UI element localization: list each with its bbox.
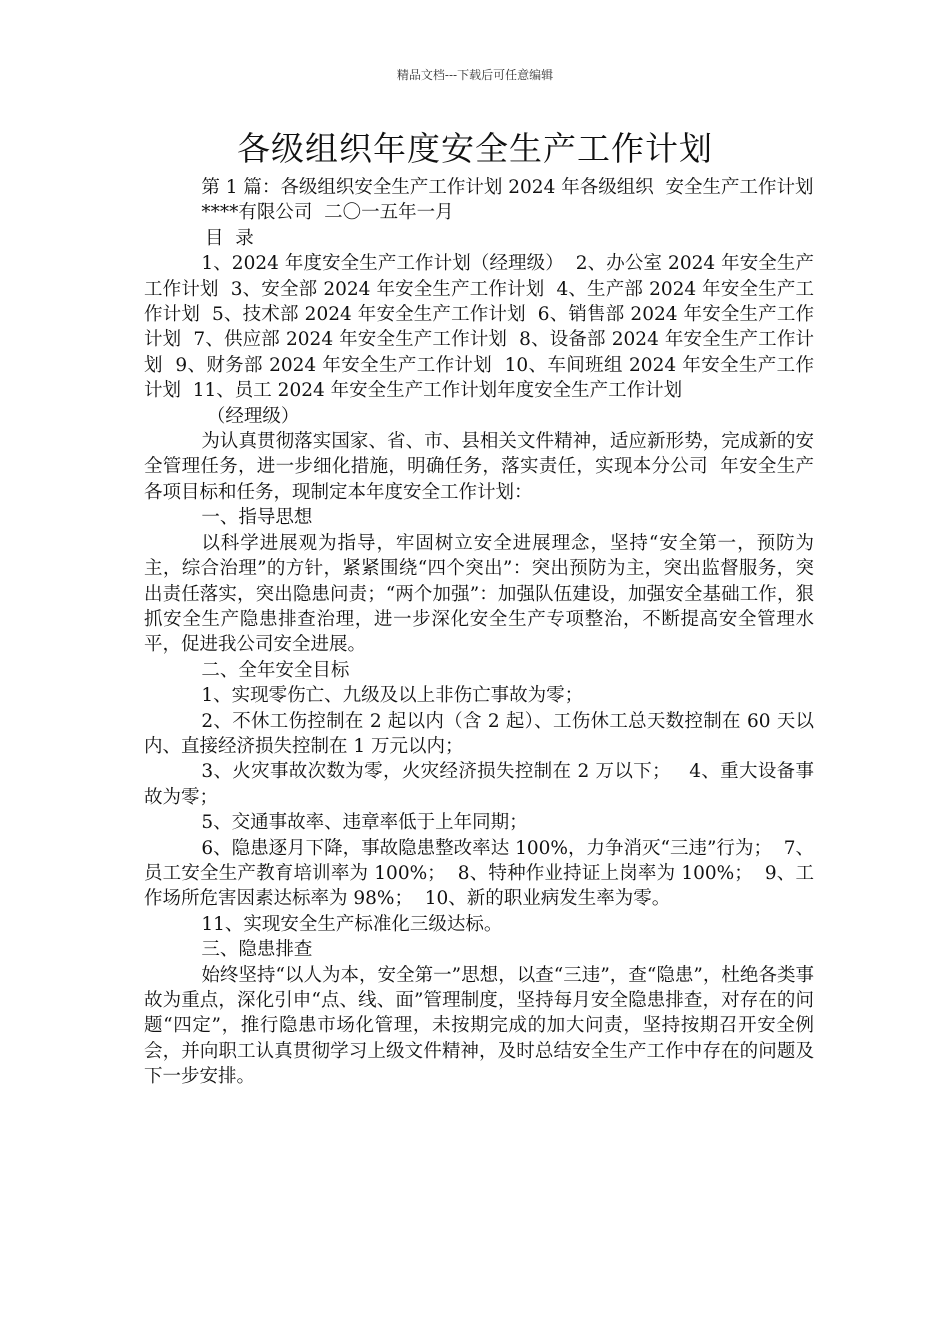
goal-item: 3、火灾事故次数为零，火灾经济损失控制在 2 万以下； 4、重大设备事故为零； [144, 761, 814, 808]
toc-paragraph: 1、2024 年度安全生产工作计划（经理级） 2、办公室 2024 年安全生产工作计划 3、安全部 2024 年安全生产工作计划 4、生产部 2024 年安全生产工作计划 5、技术部 2024 年安全生产工作计划 6、销售部 2024 年安全生产工作计划 7、供应部 2024 年安全生产工作计划 8、设备部 2024 年安全生产工作计划 9、财务部 2024 年安全生产工作计划 10、车间班组 2024 年安全生产工作计划 11、员工 2024 年安全生产工作计划年度安全生产工作计划 [144, 253, 814, 402]
body-paragraph: 以科学进展观为指导，牢固树立安全进展理念，坚持“安全第一，预防为主，综合治理”的方针，紧紧围绕“四个突出”：突出预防为主，突出监督服务，突出责任落实，突出隐患问责；“两个加强”：加强队伍建设，加强安全基础工作，狠抓安全生产隐患排查治理，进一步深化安全生产专项整治，不断提高安全管理水平，促进我公司安全进展。 [144, 532, 814, 656]
goal-item: 5、交通事故率、违章率低于上年同期； [201, 812, 528, 834]
intro-paragraph: 第 1 篇：各级组织安全生产工作计划 2024 年各级组织 安全生产工作计划 [201, 177, 814, 198]
body-paragraph: 始终坚持“以人为本，安全第一”思想，以查“三违”，查“隐患”，杜绝各类事故为重点，深化引申“点、线、面”管理制度，坚持每月安全隐患排查，对存在的问题“四定”，推行隐患市场化管理，未按期完成的加大问责，坚持按期召开安全例会，并向职工认真贯彻学习上级文件精神，及时总结安全生产工作中存在的问题及下一步安排。 [144, 964, 814, 1088]
section-heading: 三、隐患排查 [201, 939, 313, 961]
goal-item: 6、隐患逐月下降，事故隐患整改率达 100%，力争消灭“三违”行为； 7、员工安全生产教育培训率为 100%； 8、特种作业持证上岗率为 100%； 9、工作场所危害因素达标率为 98%； 10、新的职业病发生率为零。 [144, 837, 814, 910]
page-header: 精品文档---下载后可任意编辑 [396, 68, 554, 82]
preface-paragraph: 为认真贯彻落实国家、省、市、县相关文件精神，适应新形势，完成新的安全管理任务，进一步细化措施，明确任务，落实责任，实现本分公司 年安全生产各项目标和任务，现制定本年度安全工作计划： [144, 431, 814, 503]
goal-item: 1、实现零伤亡、九级及以上非伤亡事故为零； [201, 685, 584, 707]
goal-item: 2、不休工伤控制在 2 起以内（含 2 起）、工伤休工总天数控制在 60 天以内、直接经济损失控制在 1 万元以内； [144, 710, 814, 757]
section-heading: 二、全年安全目标 [201, 659, 350, 681]
section-heading: 一、指导思想 [201, 507, 313, 529]
goal-item: 11、实现安全生产标准化三级达标。 [201, 913, 503, 935]
company-date-line: ****有限公司 二〇一五年一月 [201, 202, 454, 224]
toc-heading: 目 录 [205, 227, 254, 249]
document-title: 各级组织年度安全生产工作计划 [237, 129, 713, 168]
manager-level-note: （经理级） [206, 405, 300, 427]
document-body [144, 175, 814, 1090]
